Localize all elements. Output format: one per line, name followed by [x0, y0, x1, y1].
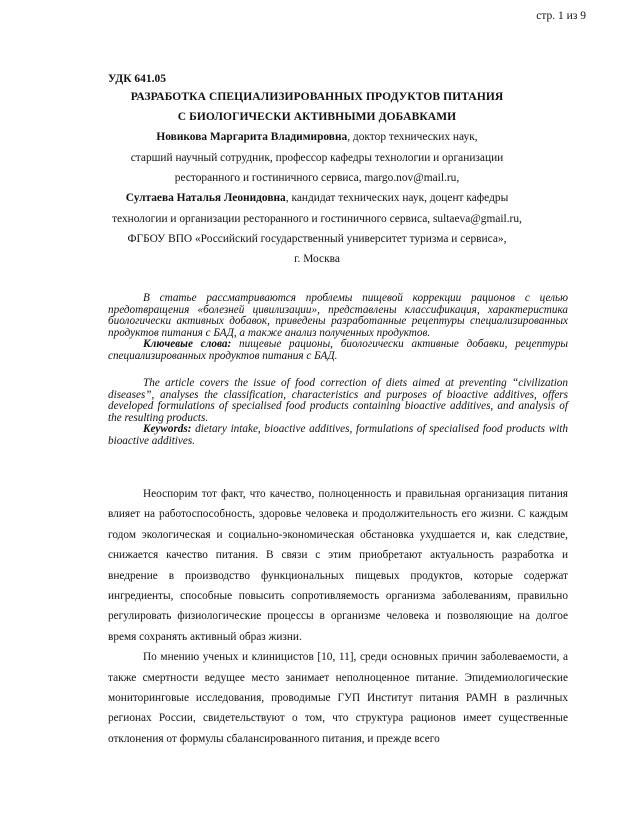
author2-name: Султаева Наталья Леонидовна	[125, 192, 286, 204]
title-line-2: С БИОЛОГИЧЕСКИ АКТИВНЫМИ ДОБАВКАМИ	[177, 111, 457, 123]
keywords-en-text: dietary intake, bioactive additives, formulations of specialised food products with bioactive additives.	[108, 423, 568, 447]
keywords-ru	[108, 339, 568, 362]
city: г. Москва	[294, 253, 340, 265]
body-paragraph-1: Неоспорим тот факт, что качество, полноценность и правильная организация питания влияет на работоспособность, здоровье человека и продолжительность его жизни. С каждым годом экологическая и социально-экономическая обстановка ухудшается и, как следствие, снижается качество питания. В связи с этим приобретают актуальность разработка и внедрение в производство функциональных пищевых продуктов, которые содержат ингредиенты, способные повысить сопротивляемость организма заболеваниям, правильно регулировать физиологические процессы в организме человека и позволяющие на долгое время сохранять активный образ жизни.	[108, 488, 568, 643]
page-number: стр. 1 из 9	[536, 10, 586, 22]
abstract-en	[108, 378, 568, 448]
author2-line2: технологии и организации ресторанного и гостиничного сервиса, sultaeva@gmail.ru,	[112, 213, 522, 225]
udk-code: УДК 641.05	[108, 73, 167, 85]
author1-line1	[0, 131, 634, 143]
author2-line1	[0, 192, 634, 204]
author1-name: Новикова Маргарита Владимировна	[156, 131, 348, 143]
author2-degree: , кандидат технических наук, доцент кафедры	[285, 192, 509, 204]
keywords-ru-text: пищевые рационы, биологически активные добавки, рецептуры специализированных продуктов питания с БАД.	[108, 338, 568, 362]
body-text	[108, 484, 568, 749]
keywords-en	[108, 424, 568, 447]
title-line-1: РАЗРАБОТКА СПЕЦИАЛИЗИРОВАННЫХ ПРОДУКТОВ ПИТАНИЯ	[130, 91, 504, 103]
abstract-ru-text: В статье рассматриваются проблемы пищевой коррекции рационов с целью предотвращения «болезней цивилизации», представлены классификация, характеристика биологически активных добавок, приведены разработанные рецептуры специализированных продуктов питания с БАД, а также анализ полученных продуктов.	[108, 292, 568, 339]
affiliation: ФГБОУ ВПО «Российский государственный университет туризма и сервиса»,	[127, 233, 507, 245]
author1-degree: , доктор технических наук,	[347, 131, 478, 143]
author1-line2: старший научный сотрудник, профессор кафедры технологии и организации	[130, 152, 504, 164]
keywords-en-label: Keywords:	[143, 423, 192, 436]
abstract-ru	[108, 293, 568, 363]
author1-line3: ресторанного и гостиничного сервиса, margo.nov@mail.ru,	[174, 172, 460, 184]
body-paragraph-2: По мнению ученых и клиницистов [10, 11], среди основных причин заболеваемости, а также смертности ведущее место занимает неполноценное питание. Эпидемиологические мониторинговые исследования, проводимые ГУП Институт питания РАМН в различных регионах России, свидетельствуют о том, что структура рационов имеет существенные отклонения от формулы сбалансированного питания, и прежде всего	[108, 651, 568, 745]
keywords-ru-label: Ключевые слова:	[143, 338, 232, 351]
abstract-en-text: The article covers the issue of food correction of diets aimed at preventing “civilization diseases”, analyses the classification, characteristics and purposes of bioactive additives, offers developed formulations of specialised food products containing bioactive additives, and analysis of the resulting products.	[108, 377, 568, 424]
